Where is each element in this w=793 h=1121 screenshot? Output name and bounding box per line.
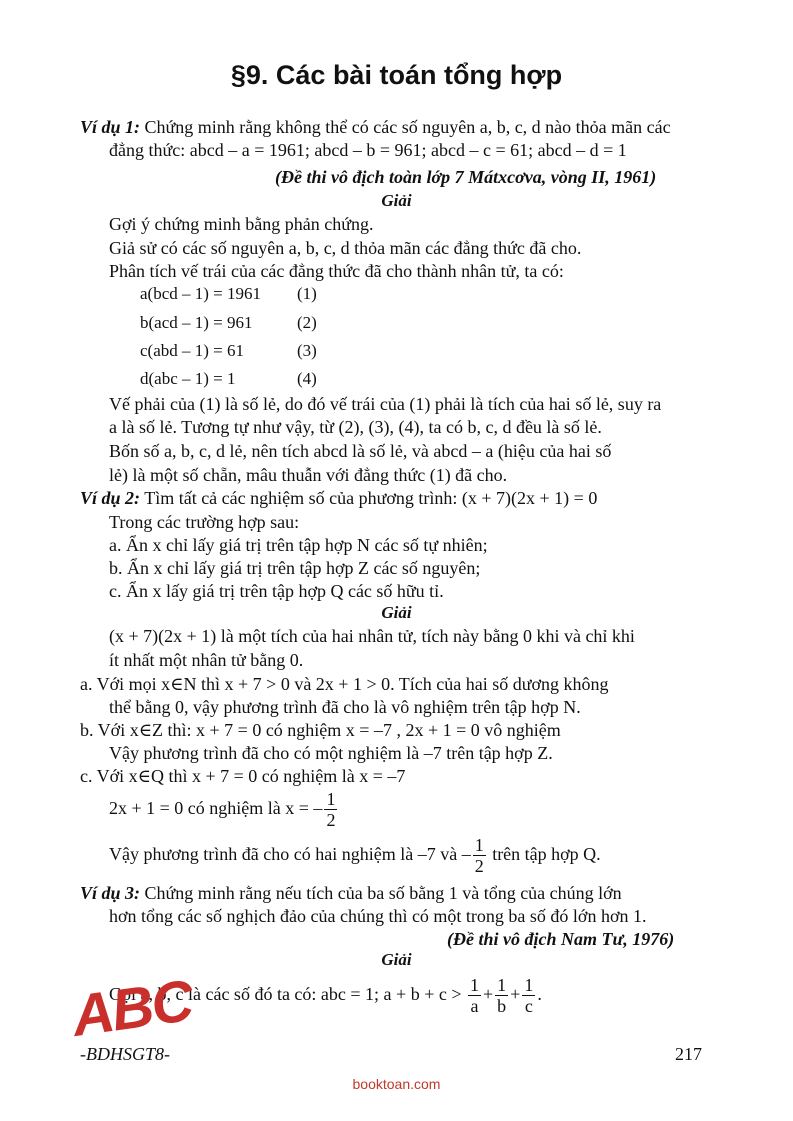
- solution-2-case-c-line1: c. Với x∈Q thì x + 7 = 0 có nghiệm là x = –7: [80, 766, 406, 786]
- solution-heading-1: Giải: [381, 191, 412, 210]
- solution-1-line7: lẻ) là một số chẵn, mâu thuẫn với đẳng thức (1) đã cho.: [109, 465, 508, 485]
- conclusion-prefix: Vậy phương trình đã cho có hai nghiệm là –7 và –: [109, 844, 471, 864]
- example-1-source: (Đề thi vô địch toàn lớp 7 Mátxcơva, vòng II, 1961): [275, 167, 657, 187]
- equation-4: d(abc – 1) = 1: [140, 369, 236, 388]
- solution-2-case-c-line3: [109, 832, 601, 876]
- fraction-one-half: [324, 789, 337, 830]
- example-1-line2: đẳng thức: abcd – a = 1961; abcd – b = 961; abcd – c = 61; abcd – d = 1: [109, 140, 627, 160]
- example-2-case-a: a. Ẩn x chỉ lấy giá trị trên tập hợp N các số tự nhiên;: [109, 535, 488, 555]
- plus-sign: +: [483, 984, 494, 1004]
- fraction-one-over-b: [495, 975, 508, 1016]
- example-1-label: Ví dụ 1:: [80, 117, 141, 137]
- solution-1-line1: Gợi ý chứng minh bằng phản chứng.: [109, 214, 374, 234]
- solution-2-case-b-line1: b. Với x∈Z thì: x + 7 = 0 có nghiệm x = –7 , 2x + 1 = 0 vô nghiệm: [80, 720, 561, 740]
- solution-1-line6: Bốn số a, b, c, d lẻ, nên tích abcd là số lẻ, và abcd – a (hiệu của hai số: [109, 441, 612, 461]
- example-2-case-b: b. Ẩn x chỉ lấy giá trị trên tập hợp Z các số nguyên;: [109, 558, 481, 578]
- example-2-statement: [80, 487, 597, 509]
- example-3-source: (Đề thi vô địch Nam Tư, 1976): [447, 929, 675, 949]
- example-2-label: Ví dụ 2:: [80, 488, 141, 508]
- solution-1-line2: Giả sử có các số nguyên a, b, c, d thỏa mãn các đẳng thức đã cho.: [109, 238, 582, 258]
- site-watermark: booktoan.com: [352, 1076, 441, 1092]
- equation-2: b(acd – 1) = 961: [140, 313, 253, 332]
- solution-1-line3: Phân tích vế trái của các đẳng thức đã cho thành nhân tử, ta có:: [109, 261, 564, 281]
- fraction-denominator: 2: [474, 856, 484, 877]
- solution-1-line5: a là số lẻ. Tương tự như vậy, từ (2), (3), (4), ta có b, c, d đều là số lẻ.: [109, 417, 602, 437]
- solution-2-case-c-line2: [109, 786, 339, 830]
- solution-heading-2: Giải: [381, 603, 412, 622]
- fraction-denominator: c: [524, 996, 533, 1017]
- fraction-denominator: a: [470, 996, 479, 1017]
- footer-book-code: -BDHSGT8-: [80, 1044, 170, 1064]
- inequality-prefix: Gọi a, b, c là các số đó ta có: abc = 1; a + b + c >: [109, 984, 462, 1004]
- fraction-denominator: 2: [326, 810, 336, 831]
- fraction-one-over-a: [468, 975, 481, 1016]
- example-3-label: Ví dụ 3:: [80, 883, 141, 903]
- example-3-line2: hơn tổng các số nghịch đảo của chúng thì có một trong ba số đó lớn hơn 1.: [109, 906, 647, 926]
- example-1-statement: [80, 116, 671, 138]
- fraction-numerator: 1: [326, 789, 336, 810]
- fraction-numerator: 1: [470, 975, 479, 996]
- solution-2-line2: ít nhất một nhân tử bằng 0.: [109, 650, 304, 670]
- fraction-one-over-c: [522, 975, 535, 1016]
- solution-2-case-b-line2: Vậy phương trình đã cho có một nghiệm là –7 trên tập hợp Z.: [109, 743, 553, 763]
- abc-logo: ABC: [68, 967, 196, 1050]
- solution-1-line4: Vế phải của (1) là số lẻ, do đó vế trái của (1) phải là tích của hai số lẻ, suy ra: [109, 394, 662, 414]
- fraction-numerator: 1: [474, 835, 484, 856]
- equation-1-number: (1): [297, 284, 317, 303]
- example-3-line1: Chứng minh rằng nếu tích của ba số bằng 1 và tổng của chúng lớn: [144, 883, 622, 903]
- solution-2-case-a-line2: thể bằng 0, vậy phương trình đã cho là vô nghiệm trên tập hợp N.: [109, 697, 581, 717]
- example-2-line1: Tìm tất cả các nghiệm số của phương trình: (x + 7)(2x + 1) = 0: [144, 488, 598, 508]
- period: .: [537, 984, 542, 1004]
- equation-2-number: (2): [297, 313, 317, 332]
- solution-heading-3: Giải: [381, 950, 412, 969]
- page-title: §9. Các bài toán tổng hợp: [230, 60, 563, 90]
- fraction-one-half: [473, 835, 486, 876]
- fraction-prefix: 2x + 1 = 0 có nghiệm là x = –: [109, 798, 323, 818]
- equation-1: a(bcd – 1) = 1961: [140, 284, 262, 303]
- equation-3: c(abd – 1) = 61: [140, 341, 245, 360]
- page-number: 217: [675, 1044, 702, 1064]
- example-2-case-c: c. Ẩn x lấy giá trị trên tập hợp Q các số hữu tỉ.: [109, 581, 444, 601]
- solution-2-case-a-line1: a. Với mọi x∈N thì x + 7 > 0 và 2x + 1 > 0. Tích của hai số dương không: [80, 674, 609, 694]
- solution-2-line1: (x + 7)(2x + 1) là một tích của hai nhân tử, tích này bằng 0 khi và chỉ khi: [109, 626, 635, 646]
- equation-3-number: (3): [297, 341, 317, 360]
- example-1-line1: Chứng minh rằng không thể có các số nguyên a, b, c, d nào thỏa mãn các: [144, 117, 671, 137]
- conclusion-suffix: trên tập hợp Q.: [492, 844, 601, 864]
- equation-4-number: (4): [297, 369, 317, 388]
- fraction-denominator: b: [497, 996, 507, 1017]
- example-2-line2: Trong các trường hợp sau:: [109, 512, 300, 532]
- fraction-numerator: 1: [524, 975, 534, 996]
- plus-sign: +: [510, 984, 521, 1004]
- example-3-statement: [80, 882, 622, 904]
- fraction-numerator: 1: [497, 975, 507, 996]
